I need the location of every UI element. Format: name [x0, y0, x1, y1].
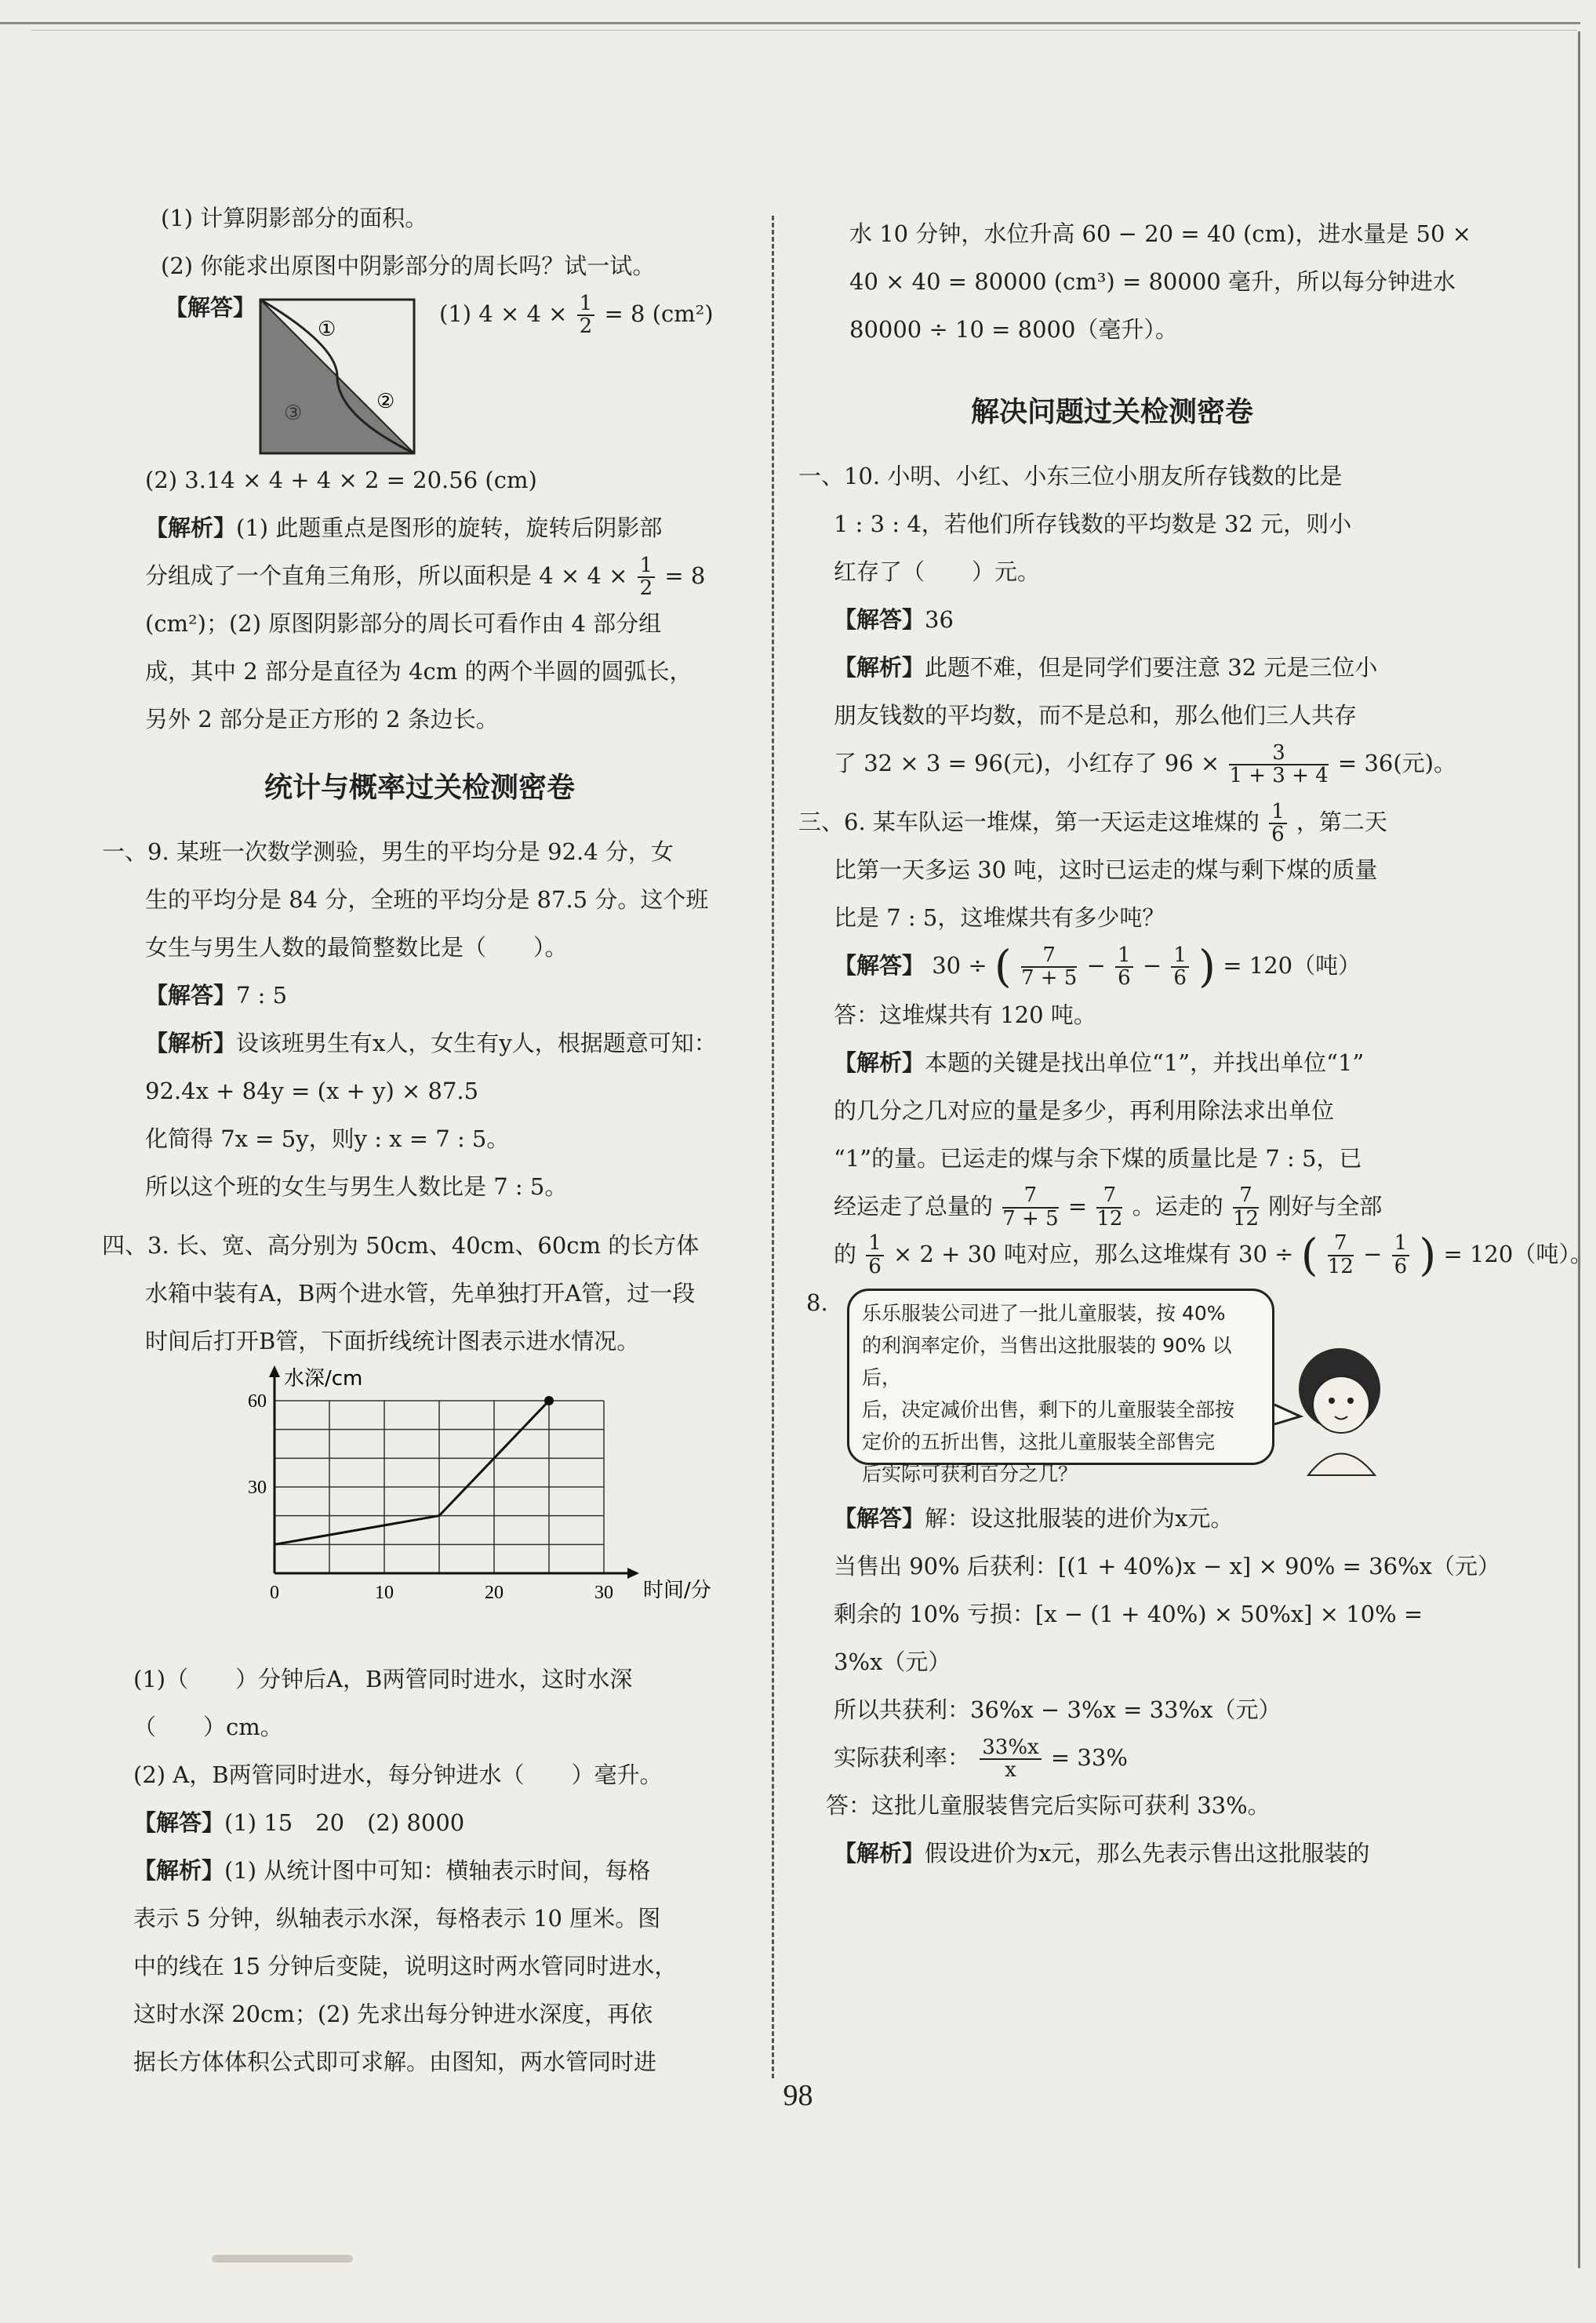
frac-num: 1: [1115, 945, 1133, 968]
analysis-text: 设该班男生有x人，女生有y人，根据题意可知：: [236, 1030, 717, 1056]
frac-num: 1: [577, 293, 595, 316]
analysis-text: 了 32 × 3 = 96(元)，小红存了 96 ×: [834, 750, 1220, 776]
cont-line-1: 水 10 分钟，水位升高 60 − 20 = 40 (cm)，进水量是 50 ×: [849, 220, 1471, 247]
q36-text: 三、6. 某车队运一堆煤，第一天运走这堆煤的: [798, 809, 1260, 835]
q8-answer-7: 答：这批儿童服装售完后实际可获利 33%。: [826, 1792, 1271, 1819]
analysis-label: 【解析】: [145, 514, 237, 541]
q36-ans-text: 30 ÷: [932, 952, 987, 979]
page-number: 98: [783, 2079, 813, 2112]
answer-label: 【解答】: [165, 294, 256, 321]
q9-answer-value: 7 : 5: [236, 982, 288, 1009]
x-tick-label: 30: [594, 1583, 613, 1603]
data-point-end: [544, 1396, 554, 1405]
frac-den: 6: [1394, 1254, 1408, 1278]
q43-text: ）毫升。: [571, 1761, 663, 1788]
analysis-line-1: [110, 504, 729, 552]
figure-1-row: [110, 290, 729, 456]
top-border-line: [0, 22, 1580, 24]
frac-num: 7: [1021, 945, 1077, 968]
analysis-line-3: (cm²)；(2) 原图阴影部分的周长可看作由 4 部分组: [145, 610, 662, 637]
fraction-1-6: [1392, 1233, 1410, 1278]
answer-text: 解：设这批服装的进价为x元。: [925, 1505, 1234, 1532]
q43-analysis-1: [110, 1847, 729, 1895]
frac-den: 2: [579, 314, 593, 338]
analysis-text: 。运走的: [1132, 1192, 1223, 1220]
answer-label: 【解答】: [133, 1809, 225, 1836]
analysis-text: 经运走了总量的: [834, 1192, 994, 1220]
answer-2: (2) 3.14 × 4 + 4 × 2 = 20.56 (cm): [145, 467, 537, 493]
data-series-line: [274, 1401, 549, 1544]
q43-text: (1)（: [133, 1666, 189, 1692]
q36-analysis-1: [798, 1039, 1426, 1087]
fraction-1-6: [1171, 945, 1189, 990]
right-border-line: [1578, 31, 1580, 2268]
q36-text: ，第二天: [1296, 809, 1387, 835]
q8-speech-row: [798, 1279, 1426, 1495]
analysis-line-5: 另外 2 部分是正方形的 2 条边长。: [145, 706, 499, 733]
q43-analysis-2: 表示 5 分钟，纵轴表示水深，每格表示 10 厘米。图: [133, 1905, 661, 1932]
frac-num: 1: [1392, 1233, 1410, 1256]
x-tick-label: 0: [270, 1583, 279, 1603]
x-axis-label: 时间/分: [643, 1579, 711, 1602]
q10-answer: [798, 596, 1426, 644]
bubble-line: 后，决定减价出售，剩下的儿童服装全部按: [862, 1398, 1235, 1421]
q36-line-1: [798, 798, 1426, 846]
analysis-label: 【解析】: [834, 1049, 925, 1076]
fraction-33x-over-x: [980, 1737, 1041, 1782]
q43-text: ）cm。: [203, 1714, 283, 1740]
q36-line-3: 比是 7 : 5，这堆煤共有多少吨？: [834, 904, 1165, 931]
q43-text: （: [133, 1714, 157, 1740]
cont-line-2: 40 × 40 = 80000 (cm³) = 80000 毫升，所以每分钟进水: [849, 268, 1456, 295]
q9-line-2: 生的平均分是 84 分，全班的平均分是 87.5 分。这个班: [145, 886, 709, 913]
q9-analysis-4: 所以这个班的女生与男生人数比是 7 : 5。: [145, 1173, 568, 1200]
analysis-text: 本题的关键是找出单位“1”，并找出单位“1”: [925, 1049, 1365, 1076]
analysis-text: (1) 此题重点是图形的旋转，旋转后阴影部: [236, 514, 663, 541]
scan-smudge: [212, 2255, 353, 2263]
frac-num: 1: [1171, 945, 1189, 968]
analysis-line-2: [110, 552, 729, 600]
q43-analysis-5: 据长方体体积公式即可求解。由图知，两水管同时进: [133, 2049, 657, 2075]
analysis-text: × 2 + 30 吨对应，那么这堆煤有 30 ÷: [893, 1240, 1294, 1267]
answer-label: 【解答】: [834, 1505, 925, 1532]
answer-label: 【解答】: [834, 606, 925, 633]
answer-1-prefix: (1) 4 × 4 ×: [439, 300, 568, 327]
q43-text: ）分钟后A，B两管同时进水，这时水深: [235, 1666, 633, 1692]
frac-den: 7 + 5: [1020, 966, 1078, 990]
analysis-text: 假设进价为x元，那么先表示售出这批服装的: [925, 1840, 1370, 1867]
bubble-line: 的利润率定价，当售出这批服装的 90% 以后，: [862, 1334, 1232, 1389]
q36-analysis-5: 的 $\frac{1}{6}$ × 2 + 30 吨对应，那么这堆煤有 30 ÷ ( $\frac{7}{12}$ − $\frac{1}{6}$ ) = 120（吨）。: [834, 1230, 1593, 1281]
q10-text: ）元。: [972, 558, 1041, 585]
fraction-7-12: [1096, 1185, 1122, 1230]
frac-den: 6: [1173, 966, 1187, 990]
frac-den: 2: [639, 576, 653, 600]
q36-ans-text: = 120（吨）: [1223, 952, 1362, 979]
analysis-line-4: 成，其中 2 部分是直径为 4cm 的两个半圆的圆弧长，: [145, 658, 693, 685]
fraction-1-6: [866, 1233, 884, 1278]
answer-label: 【解答】: [145, 982, 237, 1009]
figure-label-2: ②: [376, 390, 395, 413]
q43-sub-3: [110, 1751, 729, 1799]
bubble-line: 定价的五折出售，这批儿童服装全部售完: [862, 1431, 1216, 1453]
answer-1-suffix: = 8 (cm²): [604, 300, 714, 327]
q43-text: (2) A，B两管同时进水，每分钟进水（: [133, 1761, 525, 1788]
q8-answer-3: 剩余的 10% 亏损：[x − (1 + 40%) × 50%x] × 10% =: [834, 1601, 1423, 1627]
analysis-text: 分组成了一个直角三角形，所以面积是 4 × 4 ×: [145, 562, 628, 589]
water-depth-chart: [110, 1365, 729, 1656]
q43-sub-1: [110, 1656, 729, 1703]
fraction-1-6: [1269, 799, 1287, 846]
frac-den: 12: [1232, 1206, 1260, 1231]
frac-den: x: [1005, 1758, 1016, 1782]
analysis-text: = 36(元)。: [1337, 750, 1456, 776]
frac-num: 1: [866, 1233, 884, 1256]
fraction-1-6: [1115, 945, 1133, 990]
top-border-line-thin: [31, 30, 1577, 31]
q8-analysis: [798, 1830, 1426, 1878]
q10-line-1: 一、10. 小明、小红、小东三位小朋友所存钱数的比是: [798, 463, 1343, 489]
frac-num: 1: [1269, 802, 1287, 824]
q43-answer-value: (1) 15 20 (2) 8000: [224, 1809, 465, 1836]
q36-analysis-2: 的几分之几对应的量是多少，再利用除法求出单位: [834, 1096, 1335, 1124]
frac-den: 12: [1096, 1206, 1123, 1231]
bubble-tail: [1274, 1405, 1300, 1424]
q10-analysis-1: [798, 644, 1426, 692]
column-divider: [772, 216, 774, 2078]
frac-num: 7: [1002, 1185, 1058, 1208]
analysis-label: 【解析】: [133, 1857, 225, 1884]
answer-text: = 33%: [1050, 1744, 1128, 1771]
x-tick-label: 10: [375, 1583, 394, 1603]
frac-den: 12: [1327, 1254, 1354, 1278]
frac-num: 7: [1328, 1233, 1354, 1256]
cont-line-3: 80000 ÷ 10 = 8000（毫升）。: [849, 316, 1178, 343]
face-icon: [1313, 1376, 1369, 1433]
y-tick-label: 30: [248, 1478, 267, 1498]
frac-den: 6: [868, 1254, 882, 1278]
analysis-text: 此题不难，但是同学们要注意 32 元是三位小: [925, 654, 1378, 681]
section-title-statistics: 统计与概率过关检测密卷: [264, 772, 575, 804]
answer-text: 实际获利率：: [834, 1744, 971, 1771]
y-axis-arrow: [269, 1365, 280, 1377]
frac-num: 33%x: [980, 1737, 1041, 1760]
q10-answer-value: 36: [925, 606, 954, 633]
analysis-text: 的: [834, 1240, 857, 1267]
fraction-7-over-7p5: [1002, 1185, 1058, 1230]
section-title-problems: 解决问题过关检测密卷: [970, 396, 1253, 428]
q9-analysis-3: 化简得 7x = 5y，则y : x = 7 : 5。: [145, 1125, 510, 1152]
girl-illustration: [798, 1279, 1394, 1495]
q9-text: ）。: [533, 934, 568, 961]
bubble-line: 乐乐服装公司进了一批儿童服装，按 40%: [862, 1302, 1226, 1325]
fraction-1-2: [577, 293, 595, 338]
analysis-label: 【解析】: [145, 1030, 237, 1056]
analysis-label: 【解析】: [834, 654, 925, 681]
line-chart: [227, 1365, 711, 1640]
frac-num: 1: [638, 555, 656, 578]
frac-den: 7 + 5: [1002, 1206, 1059, 1231]
fraction-3-over-8: [1229, 740, 1329, 787]
q36-answer: 【解答】 30 ÷ ( $\frac{7}{7 + 5}$ − $\frac{1}{6}$ − $\frac{1}{6}$ ) = 120（吨）: [834, 941, 1362, 993]
q9-answer: [110, 972, 729, 1020]
q8-number: 8.: [806, 1289, 828, 1316]
q8-answer-2: 当售出 90% 后获利：[(1 + 40%)x − x] × 90% = 36%x（元）: [834, 1553, 1500, 1580]
figure-label-3: ③: [284, 402, 303, 425]
analysis-text: = 120（吨）。: [1443, 1240, 1593, 1267]
q36-analysis-4: 经运走了总量的 $\frac{7}{7 + 5}$ = $\frac{7}{12}$ 。运走的 $\frac{7}{12}$ 刚好与全部: [834, 1183, 1383, 1231]
analysis-text: 刚好与全部: [1268, 1192, 1383, 1220]
q43-analysis-4: 这时水深 20cm；(2) 先求出每分钟进水深度，再依: [133, 2001, 653, 2027]
analysis-text: (1) 从统计图中可知：横轴表示时间，每格: [224, 1857, 651, 1884]
frac-den: 1 + 3 + 4: [1229, 764, 1329, 787]
y-tick-label: 60: [248, 1391, 267, 1412]
q9-text: 女生与男生人数的最简整数比是（: [145, 934, 487, 961]
intro-question-2: (2) 你能求出原图中阴影部分的周长吗？试一试。: [161, 253, 656, 279]
fraction-7-over-7p5: [1021, 945, 1077, 990]
q9-analysis-2: 92.4x + 84y = (x + y) × 87.5: [145, 1078, 479, 1104]
q10-text: 红存了（: [834, 558, 925, 585]
shoulders-icon: [1308, 1454, 1375, 1476]
q36-answer-text: 答：这堆煤共有 120 吨。: [834, 1001, 1096, 1028]
q8-answer-5: 所以共获利：36%x − 3%x = 33%x（元）: [834, 1696, 1282, 1723]
q10-analysis-3: [798, 740, 1456, 787]
q43-answer: [110, 1799, 729, 1847]
q43-sub-2: [110, 1703, 729, 1751]
q10-analysis-2: 朋友钱数的平均数，而不是总和，那么他们三人共存: [834, 702, 1358, 729]
q10-line-2: 1 : 3 : 4，若他们所存钱数的平均数是 32 元，则小: [834, 511, 1352, 537]
q8-answer-1: [798, 1495, 1426, 1543]
frac-num: 7: [1233, 1185, 1259, 1208]
q10-line-3: [798, 548, 1426, 596]
q36-analysis-3: “1”的量。已运走的煤与余下煤的质量比是 7 : 5，已: [834, 1144, 1362, 1172]
q8-answer-6: [798, 1734, 1426, 1782]
x-axis-arrow: [627, 1568, 639, 1579]
analysis-label: 【解析】: [834, 1840, 925, 1867]
figure-label-1: ①: [318, 318, 336, 341]
shaded-square-figure: [259, 298, 416, 455]
right-column: [798, 210, 1593, 1878]
frac-num: 7: [1096, 1185, 1122, 1208]
q9-line-1: 一、9. 某班一次数学测验，男生的平均分是 92.4 分，女: [102, 838, 674, 865]
q8-answer-4: 3%x（元）: [834, 1649, 951, 1675]
fraction-7-12: [1233, 1185, 1259, 1230]
answer-label: 【解答】: [834, 952, 925, 979]
fraction-1-2: [638, 555, 656, 600]
q9-analysis-1: [110, 1020, 729, 1067]
q9-line-3: [110, 924, 729, 972]
frac-den: 6: [1118, 966, 1131, 990]
frac-num: 3: [1229, 743, 1328, 765]
left-column: [102, 194, 729, 2086]
fraction-7-12: [1328, 1233, 1354, 1278]
y-axis-label: 水深/cm: [284, 1367, 363, 1391]
frac-den: 6: [1271, 823, 1285, 846]
q43-analysis-3: 中的线在 15 分钟后变陡，说明这时两水管同时进水，: [133, 1953, 678, 1979]
q43-line-1: 四、3. 长、宽、高分别为 50cm、40cm、60cm 的长方体: [102, 1232, 700, 1259]
intro-question-1: (1) 计算阴影部分的面积。: [161, 205, 428, 231]
x-tick-label: 20: [485, 1583, 504, 1603]
answer-1: [439, 290, 714, 337]
analysis-text: = 8: [664, 562, 706, 589]
q36-line-2: 比第一天多运 30 吨，这时已运走的煤与剩下煤的质量: [834, 856, 1378, 883]
q43-line-2: 水箱中装有A，B两个进水管，先单独打开A管，过一段: [145, 1280, 696, 1307]
bubble-line: 后实际可获利百分之几？: [862, 1463, 1078, 1485]
q43-line-3: 时间后打开B管，下面折线统计图表示进水情况。: [145, 1328, 640, 1354]
